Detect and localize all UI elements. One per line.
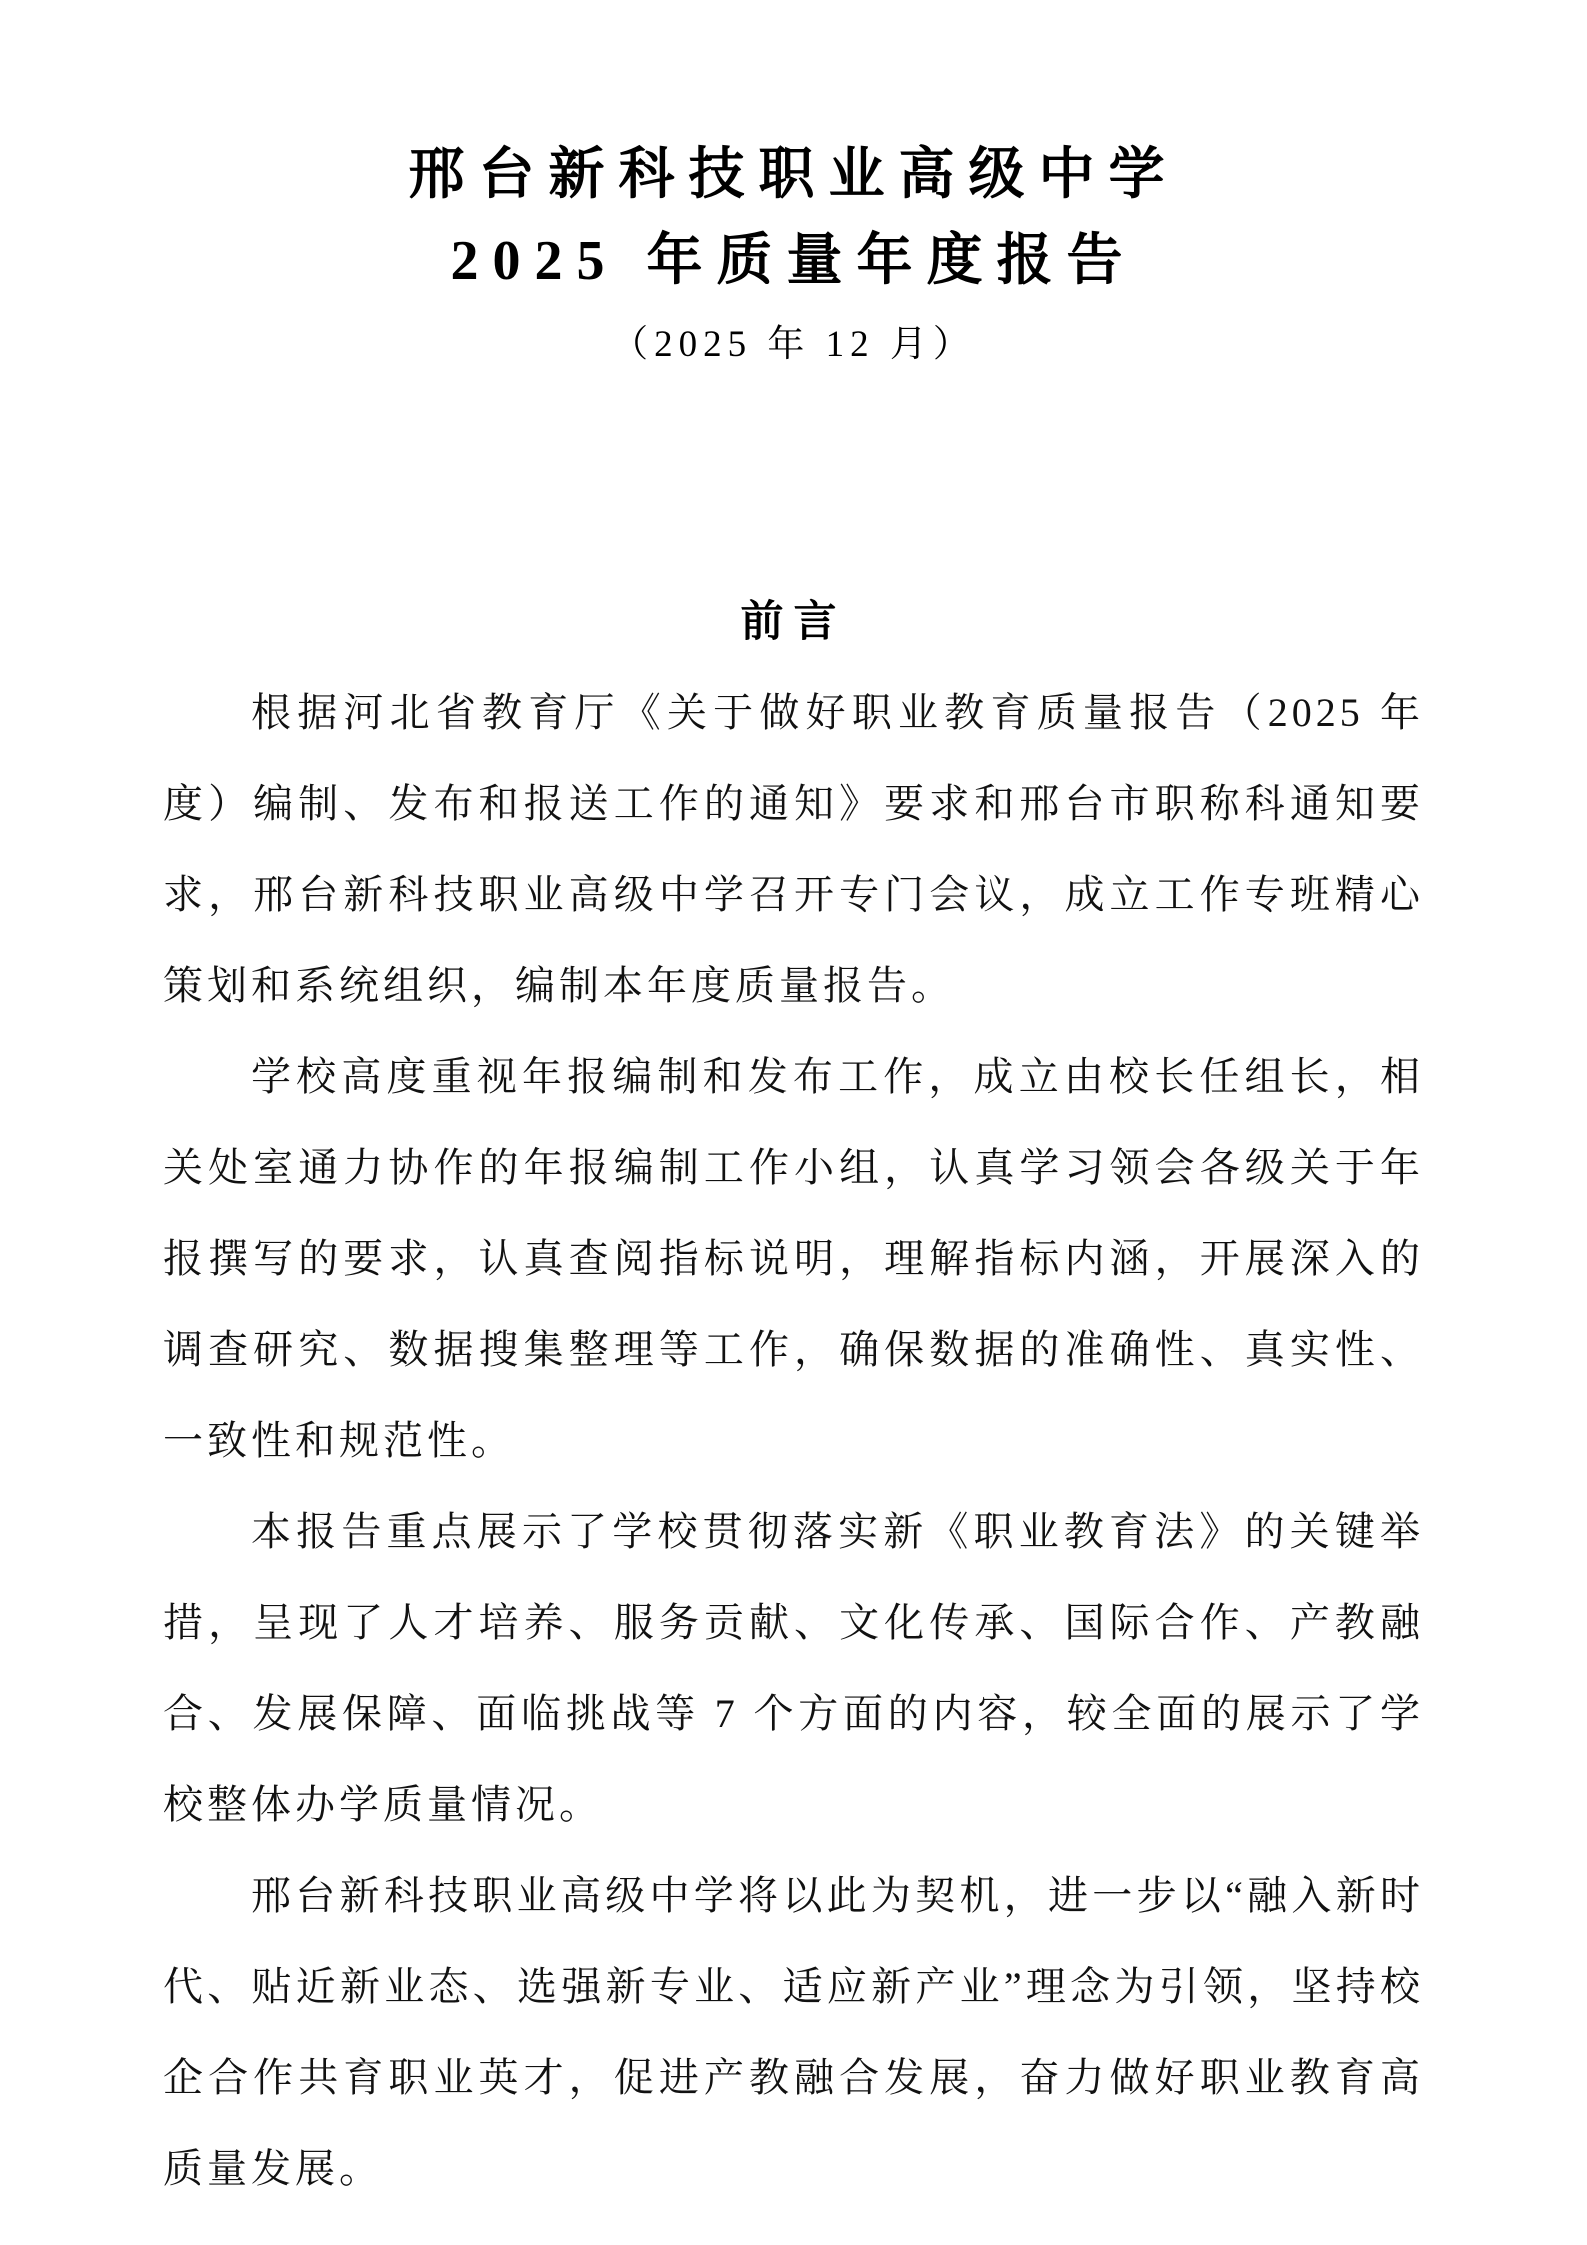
preface-paragraph-3: 本报告重点展示了学校贯彻落实新《职业教育法》的关键举措，呈现了人才培养、服务贡献、文化传承、国际合作、产教融合、发展保障、面临挑战等 7 个方面的内容，较全面的展示了学校整体办学质量情况。 — [163, 1508, 1424, 1827]
document-title-line1: 邢台新科技职业高级中学 — [408, 144, 1179, 206]
document-title-line2: 2025 年质量年度报告 — [450, 229, 1137, 292]
preface-paragraph-4: 邢台新科技职业高级中学将以此为契机，进一步以“融入新时代、贴近新业态、选强新专业、适应新产业”理念为引领，坚持校企合作共育职业英才，促进产教融合发展，奋力做好职业教育高质量发展。 — [163, 1872, 1424, 2191]
preface-paragraph-2: 学校高度重视年报编制和发布工作，成立由校长任组长，相关处室通力协作的年报编制工作小组，认真学习领会各级关于年报撰写的要求，认真查阅指标说明，理解指标内涵，开展深入的调查研究、数据搜集整理等工作，确保数据的准确性、真实性、一致性和规范性。 — [163, 1053, 1424, 1463]
preface-paragraph-1: 根据河北省教育厅《关于做好职业教育质量报告（2025 年度）编制、发布和报送工作的通知》要求和邢台市职称科通知要求，邢台新科技职业高级中学召开专门会议，成立工作专班精心策划和系统组织，编制本年度质量报告。 — [163, 689, 1424, 1008]
preface-heading: 前言 — [740, 598, 847, 647]
preface-body — [163, 667, 1424, 2214]
document-date-line: （2025 年 12 月） — [611, 324, 976, 366]
